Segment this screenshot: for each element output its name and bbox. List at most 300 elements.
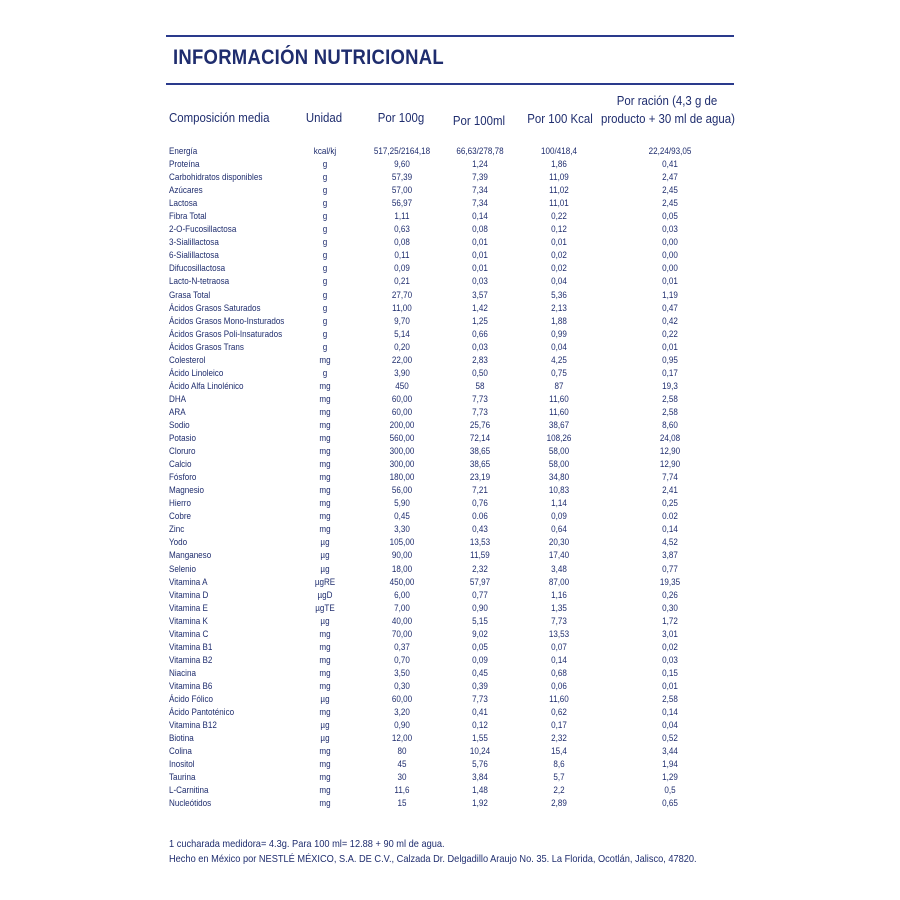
value-per-100g: 3,50 [394,667,410,679]
value-per-serving: 0,52 [662,733,678,745]
value-per-100ml: 7,21 [472,485,488,497]
nutrient-name: Ácidos Grasos Poli-Insaturados [169,328,283,340]
nutrient-unit: mg [319,406,331,418]
value-per-serving: 1,94 [662,759,678,771]
value-per-serving: 0,15 [662,667,678,679]
nutrient-unit: g [322,328,328,340]
table-row [0,197,900,210]
table-row [0,641,900,654]
value-per-serving: 0,5 [664,785,676,797]
value-per-100ml: 9,02 [472,628,488,640]
value-per-100g: 80 [397,746,407,758]
value-per-100kcal: 2,13 [551,302,567,314]
nutrient-unit: µgD [317,589,333,601]
nutrient-unit: mg [319,511,331,523]
table-row [0,628,900,641]
table-row [0,784,900,797]
value-per-100kcal: 11,02 [549,185,569,197]
value-per-100kcal: 1,88 [551,315,567,327]
value-per-100ml: 1,48 [472,785,488,797]
nutrient-name: Sodio [169,419,190,431]
value-per-100kcal: 100/418,4 [541,146,577,157]
value-per-100kcal: 0,17 [551,720,567,732]
table-row [0,184,900,197]
nutrient-unit: mg [319,628,331,640]
value-per-100kcal: 11,60 [549,393,569,405]
nutrient-name: Inositol [169,759,195,771]
nutrient-name: Biotina [169,733,194,745]
nutrient-name: Colina [169,746,192,758]
value-per-100g: 11,6 [394,785,410,797]
nutrient-name: Niacina [169,667,196,679]
value-per-100g: 60,00 [391,393,413,405]
nutrient-name: Yodo [169,537,188,549]
value-per-100ml: 1,24 [472,159,488,171]
nutrient-unit: µg [320,720,330,732]
top-rule [166,35,734,37]
value-per-100ml: 38,65 [469,459,491,471]
value-per-100kcal: 11,09 [549,172,569,184]
table-row [0,249,900,262]
nutrient-name: Ácidos Grasos Trans [169,341,244,353]
value-per-100ml: 5,15 [472,615,488,627]
value-per-100ml: 1,92 [472,798,488,810]
value-per-100g: 560,00 [389,433,415,445]
nutrient-name: Cobre [169,511,191,523]
nutrient-unit: g [322,289,328,301]
table-row [0,432,900,445]
value-per-100kcal: 5,7 [553,772,565,784]
value-per-serving: 19,35 [659,576,681,588]
value-per-100ml: 7,34 [472,185,488,197]
nutrient-unit: mg [319,498,331,510]
table-row [0,380,900,393]
table-row [0,171,900,184]
value-per-100g: 300,00 [389,446,415,458]
value-per-100kcal: 17,40 [548,550,570,562]
value-per-100ml: 0,43 [472,524,488,536]
value-per-100ml: 38,65 [469,446,491,458]
nutrient-unit: µg [320,563,330,575]
value-per-100ml: 0.06 [472,511,488,523]
value-per-100kcal: 11,60 [549,693,569,705]
value-per-100ml: 0,09 [472,654,488,666]
value-per-100kcal: 0,09 [551,511,567,523]
value-per-100g: 18,00 [391,563,413,575]
value-per-serving: 0,01 [662,341,678,353]
value-per-100ml: 2,83 [472,354,488,366]
table-row [0,615,900,628]
value-per-100g: 180,00 [389,472,415,484]
table-row [0,602,900,615]
value-per-100g: 9,60 [394,159,410,171]
value-per-serving: 2,45 [662,198,678,210]
value-per-serving: 0,41 [662,159,678,171]
nutrient-name: Colesterol [169,354,206,366]
nutrient-unit: µg [320,537,330,549]
value-per-100ml: 0,45 [472,667,488,679]
table-row [0,758,900,771]
nutrient-unit: mg [319,485,331,497]
value-per-100g: 15 [397,798,407,810]
value-per-100kcal: 11,60 [549,406,569,418]
nutrient-name: Vitamina B6 [169,680,213,692]
value-per-100g: 0,21 [394,276,410,288]
table-row [0,367,900,380]
nutrient-unit: mg [319,354,331,366]
value-per-100ml: 3,84 [472,772,488,784]
value-per-100g: 9,70 [394,315,410,327]
table-row [0,484,900,497]
value-per-100g: 450 [395,380,409,392]
header-unidad: Unidad [305,110,343,125]
value-per-serving: 2,58 [662,406,678,418]
nutrient-unit: mg [319,798,331,810]
nutrient-name: Hierro [169,498,191,510]
value-per-100kcal: 0,64 [551,524,567,536]
value-per-100g: 0,09 [394,263,410,275]
value-per-serving: 3,01 [662,628,678,640]
table-row [0,341,900,354]
value-per-serving: 19,3 [662,380,678,392]
title-rule [166,83,734,85]
value-per-serving: 1,19 [662,289,678,301]
value-per-100ml: 23,19 [469,472,491,484]
value-per-100g: 200,00 [389,419,415,431]
value-per-100g: 27,70 [391,289,413,301]
nutrient-unit: mg [319,785,331,797]
value-per-serving: 0,00 [662,250,678,262]
value-per-serving: 3,87 [662,550,678,562]
value-per-100kcal: 8,6 [553,759,565,771]
value-per-100ml: 1,25 [472,315,488,327]
value-per-100ml: 7,73 [472,406,488,418]
nutrient-unit: µg [320,693,330,705]
nutrient-name: 6-Sialillactosa [169,250,219,262]
value-per-serving: 0,30 [662,602,678,614]
value-per-100kcal: 4,25 [551,354,567,366]
value-per-100kcal: 0,99 [551,328,567,340]
value-per-100kcal: 11,01 [549,198,569,210]
value-per-100ml: 7,73 [472,393,488,405]
value-per-100ml: 5,76 [472,759,488,771]
value-per-100ml: 0,12 [472,720,488,732]
value-per-100kcal: 0,04 [551,276,567,288]
value-per-serving: 0,26 [662,589,678,601]
value-per-100g: 105,00 [389,537,415,549]
nutrient-unit: mg [319,680,331,692]
nutrient-unit: mg [319,746,331,758]
value-per-100g: 22,00 [391,354,413,366]
table-row [0,523,900,536]
table-row [0,589,900,602]
table-row [0,275,900,288]
table-row [0,471,900,484]
nutrient-name: Ácido Alfa Linolénico [169,380,244,392]
table-row [0,328,900,341]
value-per-serving: 3,44 [662,746,678,758]
table-row [0,445,900,458]
nutrient-name: Nucleótidos [169,798,212,810]
value-per-100kcal: 0,12 [551,224,567,236]
value-per-serving: 0,65 [662,798,678,810]
table-row [0,315,900,328]
table-row [0,393,900,406]
value-per-serving: 0,00 [662,263,678,275]
value-per-100g: 70,00 [391,628,413,640]
value-per-100ml: 0,50 [472,367,488,379]
value-per-serving: 2,58 [662,393,678,405]
value-per-serving: 0,14 [662,524,678,536]
value-per-100ml: 10,24 [469,746,491,758]
value-per-100kcal: 1,86 [551,159,567,171]
value-per-100ml: 0,03 [472,276,488,288]
nutrient-unit: g [322,172,328,184]
nutrient-unit: µgRE [314,576,336,588]
nutrient-name: DHA [169,393,187,405]
value-per-100g: 57,39 [391,172,413,184]
value-per-100ml: 0,05 [472,641,488,653]
table-row [0,680,900,693]
value-per-serving: 2,47 [662,172,678,184]
value-per-100ml: 0,01 [472,237,488,249]
table-row [0,706,900,719]
value-per-100kcal: 13,53 [548,628,570,640]
nutrient-unit: µg [320,615,330,627]
value-per-100kcal: 10,83 [548,485,570,497]
value-per-serving: 0,00 [662,237,678,249]
value-per-serving: 0.02 [662,511,678,523]
nutrient-name: Vitamina D [169,589,209,601]
value-per-100kcal: 0,06 [551,680,567,692]
value-per-100g: 45 [397,759,407,771]
value-per-serving: 1,29 [662,772,678,784]
nutrient-unit: mg [319,472,331,484]
table-row [0,236,900,249]
value-per-serving: 0,25 [662,498,678,510]
value-per-100ml: 0,01 [472,250,488,262]
nutrient-name: Ácido Pantoténico [169,707,235,719]
header-por-racion [601,92,733,128]
value-per-serving: 0,42 [662,315,678,327]
value-per-100kcal: 0,07 [551,641,567,653]
nutrient-name: ARA [169,406,186,418]
nutrient-name: Potasio [169,433,196,445]
nutrient-name: Calcio [169,459,192,471]
nutrient-unit: mg [319,524,331,536]
value-per-100g: 517,25/2164,18 [373,146,431,157]
value-per-100kcal: 0,68 [551,667,567,679]
value-per-100ml: 13,53 [469,537,491,549]
value-per-100ml: 1,55 [472,733,488,745]
value-per-100g: 60,00 [391,693,413,705]
value-per-100g: 0,90 [394,720,410,732]
nutrient-unit: mg [319,641,331,653]
nutrient-unit: mg [319,393,331,405]
nutrient-name: Fósforo [169,472,197,484]
nutrient-name: Proteína [169,159,200,171]
value-per-100kcal: 20,30 [548,537,570,549]
value-per-100ml: 57,97 [469,576,491,588]
value-per-serving: 0,04 [662,720,678,732]
nutrient-unit: g [322,198,328,210]
value-per-100kcal: 2,89 [551,798,567,810]
nutrient-name: Energía [169,146,198,157]
nutrient-name: Lactosa [169,198,198,210]
value-per-100g: 0,08 [394,237,410,249]
value-per-serving: 0,05 [662,211,678,223]
nutrient-name: Ácido Fólico [169,693,213,705]
value-per-serving: 2,41 [662,485,678,497]
nutrient-unit: g [322,159,328,171]
value-per-100g: 3,20 [394,707,410,719]
page-title: INFORMACIÓN NUTRICIONAL [173,46,444,69]
nutrient-name: Ácidos Grasos Mono-Insturados [169,315,285,327]
table-row [0,406,900,419]
nutrient-unit: g [322,341,328,353]
value-per-100kcal: 1,35 [551,602,567,614]
value-per-100g: 0,30 [394,680,410,692]
value-per-100kcal: 0,04 [551,341,567,353]
nutrient-name: Fibra Total [169,211,207,223]
value-per-100kcal: 87,00 [548,576,570,588]
nutrient-unit: mg [319,459,331,471]
nutrient-name: Carbohidratos disponibles [169,172,263,184]
nutrient-unit: mg [319,772,331,784]
table-row [0,510,900,523]
nutrient-unit: µg [320,550,330,562]
value-per-100g: 5,90 [394,498,410,510]
value-per-serving: 0,17 [662,367,678,379]
nutrient-name: Ácidos Grasos Saturados [169,302,261,314]
table-row [0,458,900,471]
nutrient-unit: g [322,211,328,223]
table-row [0,210,900,223]
value-per-100kcal: 1,16 [551,589,567,601]
nutrient-name: Difucosillactosa [169,263,226,275]
value-per-100kcal: 0,02 [551,263,567,275]
table-row [0,667,900,680]
header-por-100ml: Por 100ml [452,113,506,128]
nutrient-name: Magnesio [169,485,205,497]
nutrient-unit: g [322,302,328,314]
footnote-manufacturer: Hecho en México por NESTLÉ MÉXICO, S.A. DE C.V., Calzada Dr. Delgadillo Araujo No. 35. La Florida, Ocotlán, Jalisco, 47820. [169,853,697,865]
value-per-100ml: 7,39 [472,172,488,184]
value-per-100kcal: 34,80 [548,472,570,484]
table-row [0,732,900,745]
value-per-100kcal: 58,00 [548,459,570,471]
value-per-100ml: 11,59 [470,550,490,562]
value-per-serving: 0,03 [662,654,678,666]
value-per-100ml: 3,57 [472,289,488,301]
value-per-100kcal: 7,73 [551,615,567,627]
value-per-100g: 300,00 [389,459,415,471]
value-per-100g: 450,00 [389,576,415,588]
value-per-100g: 60,00 [391,406,413,418]
value-per-serving: 1,72 [662,615,678,627]
table-row [0,158,900,171]
value-per-serving: 0,03 [662,224,678,236]
value-per-100g: 7,00 [394,602,410,614]
value-per-100g: 90,00 [391,550,413,562]
value-per-100g: 57,00 [391,185,413,197]
value-per-100kcal: 3,48 [551,563,567,575]
nutrient-unit: µgTE [315,602,335,614]
nutrient-name: Vitamina A [169,576,208,588]
value-per-100ml: 0,66 [472,328,488,340]
value-per-100g: 5,14 [394,328,410,340]
value-per-100ml: 0,01 [472,263,488,275]
value-per-100g: 30 [397,772,407,784]
header-por-100g: Por 100g [377,110,425,125]
value-per-100ml: 2,32 [472,563,488,575]
nutrient-unit: mg [319,433,331,445]
header-composicion: Composición media [169,110,270,125]
value-per-100ml: 1,42 [472,302,488,314]
value-per-serving: 12,90 [659,459,681,471]
value-per-100kcal: 0,14 [551,654,567,666]
value-per-serving: 8,60 [662,419,678,431]
value-per-serving: 24,08 [659,433,681,445]
nutrient-unit: g [322,237,328,249]
nutrient-name: Ácido Linoleico [169,367,224,379]
table-row [0,693,900,706]
value-per-100ml: 0,76 [472,498,488,510]
nutrient-name: Taurina [169,772,196,784]
value-per-100g: 0,63 [394,224,410,236]
nutrient-name: Manganeso [169,550,212,562]
value-per-100kcal: 5,36 [551,289,567,301]
value-per-100kcal: 1,14 [551,498,567,510]
nutrient-unit: mg [319,707,331,719]
table-row [0,302,900,315]
value-per-100g: 3,30 [394,524,410,536]
value-per-100ml: 72,14 [469,433,491,445]
value-per-100kcal: 108,26 [546,433,572,445]
table-row [0,145,900,158]
value-per-100ml: 7,73 [472,693,488,705]
table-row [0,549,900,562]
value-per-100kcal: 0,62 [551,707,567,719]
nutrient-unit: g [322,263,328,275]
value-per-100ml: 0,39 [472,680,488,692]
value-per-100kcal: 0,02 [551,250,567,262]
nutrient-name: Vitamina E [169,602,208,614]
value-per-serving: 12,90 [659,446,681,458]
header-por-100kcal: Por 100 Kcal [527,111,593,126]
value-per-100kcal: 0,75 [551,367,567,379]
footnote-serving: 1 cucharada medidora= 4.3g. Para 100 ml= 12.88 + 90 ml de agua. [169,838,445,850]
value-per-100kcal: 2,2 [553,785,565,797]
table-row [0,771,900,784]
value-per-serving: 0,47 [662,302,678,314]
value-per-100ml: 7,34 [472,198,488,210]
nutrient-unit: g [322,250,328,262]
value-per-100g: 0,70 [394,654,410,666]
nutrient-name: Vitamina B2 [169,654,213,666]
value-per-100g: 0,45 [394,511,410,523]
value-per-100g: 1,11 [394,211,410,223]
nutrient-name: Cloruro [169,446,196,458]
value-per-100ml: 0,77 [472,589,488,601]
nutrient-name: 2-O-Fucosillactosa [169,224,237,236]
table-row [0,354,900,367]
nutrition-table [0,145,900,810]
value-per-100g: 12,00 [391,733,413,745]
nutrient-unit: g [322,224,328,236]
nutrient-unit: mg [319,446,331,458]
nutrient-name: Vitamina C [169,628,209,640]
